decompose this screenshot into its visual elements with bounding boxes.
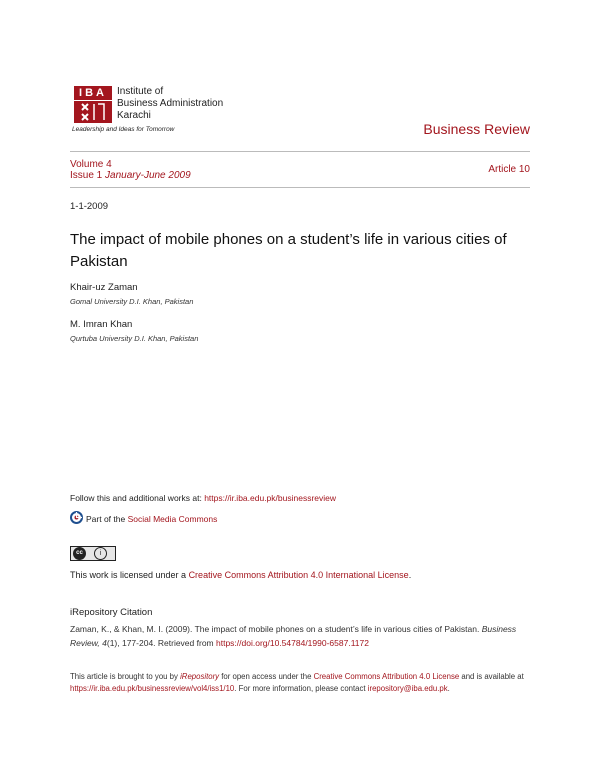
issue-label[interactable]: Issue 1 bbox=[70, 170, 103, 181]
footer-text: This article is brought to you by bbox=[70, 672, 181, 681]
article-number-link[interactable]: Article 10 bbox=[488, 164, 530, 175]
network-commons-icon bbox=[70, 511, 83, 524]
volume-issue[interactable] bbox=[70, 159, 191, 181]
top-divider bbox=[70, 151, 530, 152]
journal-name-link[interactable]: Business Review bbox=[423, 121, 530, 137]
follow-text: Follow this and additional works at: bbox=[70, 493, 205, 503]
author-name: M. Imran Khan bbox=[70, 319, 133, 330]
footer-notice bbox=[70, 671, 540, 695]
logo-line-3: Karachi bbox=[117, 110, 151, 121]
author-affiliation: Gomal University D.I. Khan, Pakistan bbox=[70, 297, 194, 306]
footer-text: . bbox=[447, 684, 450, 693]
cc-license-link[interactable]: Creative Commons Attribution 4.0 License bbox=[313, 672, 460, 681]
by-attribution-icon: i bbox=[94, 547, 107, 560]
author-affiliation: Qurtuba University D.I. Khan, Pakistan bbox=[70, 334, 199, 343]
logo-tagline: Leadership and Ideas for Tomorrow bbox=[72, 126, 175, 133]
license-line bbox=[70, 570, 411, 580]
logo-line-1: Institute of bbox=[117, 86, 164, 97]
logo-line-2: Business Administration bbox=[117, 98, 224, 109]
license-end: . bbox=[408, 570, 412, 580]
cc-icon: cc bbox=[73, 547, 86, 560]
footer-text: . For more information, please contact bbox=[234, 684, 368, 693]
citation-part-1: Zaman, K., & Khan, M. I. (2009). The impact of mobile phones on a student’s life in various cities of Pakistan. bbox=[70, 624, 482, 634]
license-text: This work is licensed under a bbox=[70, 570, 189, 580]
footer-text: and is available at bbox=[459, 672, 524, 681]
part-of-line bbox=[86, 514, 217, 524]
citation-journal: Business Review, 4 bbox=[70, 624, 517, 648]
footer-text: for open access under the bbox=[219, 672, 314, 681]
logo-mark-icon bbox=[74, 101, 112, 123]
issue-date[interactable]: January-June 2009 bbox=[105, 170, 191, 181]
article-url-link[interactable]: https://ir.iba.edu.pk/businessreview/vol4/iss1/10 bbox=[70, 684, 235, 693]
volume-label[interactable]: Volume 4 bbox=[70, 159, 112, 170]
doi-link[interactable]: https://doi.org/10.54784/1990-6587.1172 bbox=[216, 638, 369, 648]
author-name: Khair-uz Zaman bbox=[70, 282, 138, 293]
publication-date: 1-1-2009 bbox=[70, 201, 109, 212]
part-of-text: Part of the bbox=[86, 514, 128, 524]
follow-link[interactable]: https://ir.iba.edu.pk/businessreview bbox=[204, 493, 337, 503]
citation-text bbox=[70, 622, 540, 650]
citation-heading: iRepository Citation bbox=[70, 607, 153, 618]
logo-badge: IBA bbox=[74, 86, 112, 100]
citation-part-2: (1), 177-204. Retrieved from bbox=[106, 638, 216, 648]
article-title: The impact of mobile phones on a student’s life in various cities of Pakistan bbox=[70, 231, 507, 270]
bottom-divider bbox=[70, 187, 530, 188]
cc-by-badge[interactable] bbox=[70, 546, 116, 561]
social-media-commons-link[interactable]: Social Media Commons bbox=[127, 514, 218, 524]
license-link[interactable]: Creative Commons Attribution 4.0 International License bbox=[188, 570, 409, 580]
follow-line bbox=[70, 493, 336, 503]
contact-email-link[interactable]: irepository@iba.edu.pk bbox=[367, 684, 448, 693]
irepository-link[interactable]: iRepository bbox=[180, 672, 220, 681]
